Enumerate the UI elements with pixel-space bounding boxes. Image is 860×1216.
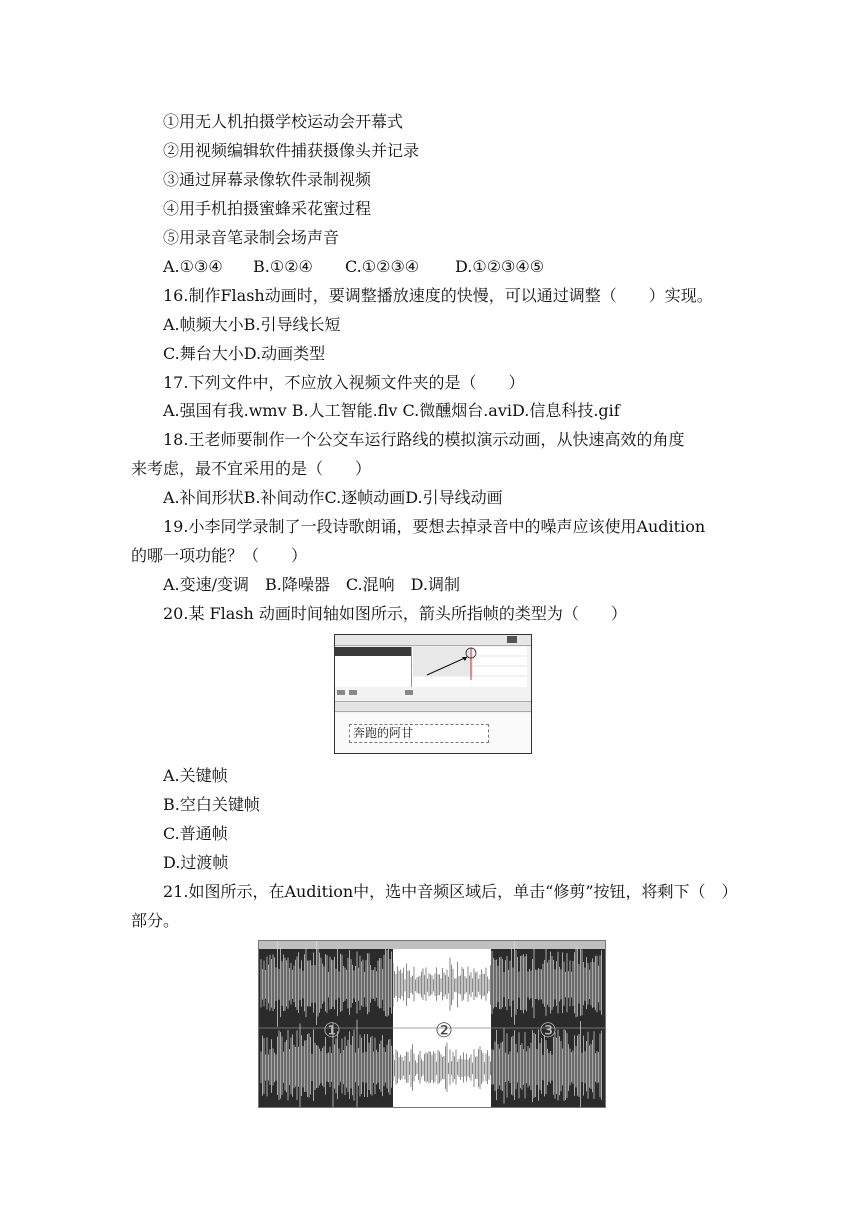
q15-option-b: B.①②④ xyxy=(253,257,313,276)
q16-options-2: C.舞台大小D.动画类型 xyxy=(163,344,326,363)
q15-option-d: D.①②③④⑤ xyxy=(455,257,545,276)
q20-option-d: D.过渡帧 xyxy=(163,853,229,872)
region-3-label: ③ xyxy=(539,1018,557,1042)
q15-option-a: A.①③④ xyxy=(163,257,223,276)
line-4: ④用手机拍摄蜜蜂采花蜜过程 xyxy=(163,199,372,218)
q18-stem-2: 来考虑，最不宜采用的是（ ） xyxy=(131,459,372,478)
region-1-label: ① xyxy=(323,1018,341,1042)
region-2-label: ② xyxy=(435,1018,453,1042)
audition-waveform-figure xyxy=(258,940,606,1108)
q20-option-b: B.空白关键帧 xyxy=(163,795,260,814)
flash-timeline-figure xyxy=(334,634,532,754)
q20-option-c: C.普通帧 xyxy=(163,824,228,843)
q20-stem: 20.某 Flash 动画时间轴如图所示，箭头所指帧的类型为（ ） xyxy=(163,604,627,623)
q17-options: A.强国有我.wmv B.人工智能.flv C.微醺烟台.aviD.信息科技.gif xyxy=(163,401,620,420)
q15-options xyxy=(163,255,544,279)
q19-options: A.变速/变调 B.降噪器 C.混响 D.调制 xyxy=(163,575,460,594)
q18-stem-1: 18.王老师要制作一个公交车运行路线的模拟演示动画，从快速高效的角度 xyxy=(163,430,685,449)
line-1: ①用无人机拍摄学校运动会开幕式 xyxy=(163,112,404,131)
q21-stem-2: 部分。 xyxy=(131,911,180,930)
q17-stem: 17.下列文件中，不应放入视频文件夹的是（ ） xyxy=(163,373,525,392)
q16-options-1: A.帧频大小B.引导线长短 xyxy=(163,315,341,334)
q21-stem-1: 21.如图所示，在Audition中，选中音频区域后，单击“修剪”按钮，将剩下（ ） xyxy=(163,882,738,901)
line-2: ②用视频编辑软件捕获摄像头并记录 xyxy=(163,141,420,160)
stage-caption: 奔跑的阿甘 xyxy=(353,726,414,740)
timeline-status-bar xyxy=(335,701,531,712)
q16-stem: 16.制作Flash动画时，要调整播放速度的快慢，可以通过调整（ ）实现。 xyxy=(163,286,713,305)
q19-stem-1: 19.小李同学录制了一段诗歌朗诵，要想去掉录音中的噪声应该使用Audition xyxy=(163,517,706,536)
q15-option-c: C.①②③④ xyxy=(345,257,420,276)
q20-option-a: A.关键帧 xyxy=(163,766,228,785)
q18-options: A.补间形状B.补间动作C.逐帧动画D.引导线动画 xyxy=(163,488,503,507)
line-5: ⑤用录音笔录制会场声音 xyxy=(163,228,340,247)
q19-stem-2: 的哪一项功能？（ ） xyxy=(131,546,308,565)
waveform-svg xyxy=(259,941,605,1107)
line-3: ③通过屏幕录像软件录制视频 xyxy=(163,170,372,189)
